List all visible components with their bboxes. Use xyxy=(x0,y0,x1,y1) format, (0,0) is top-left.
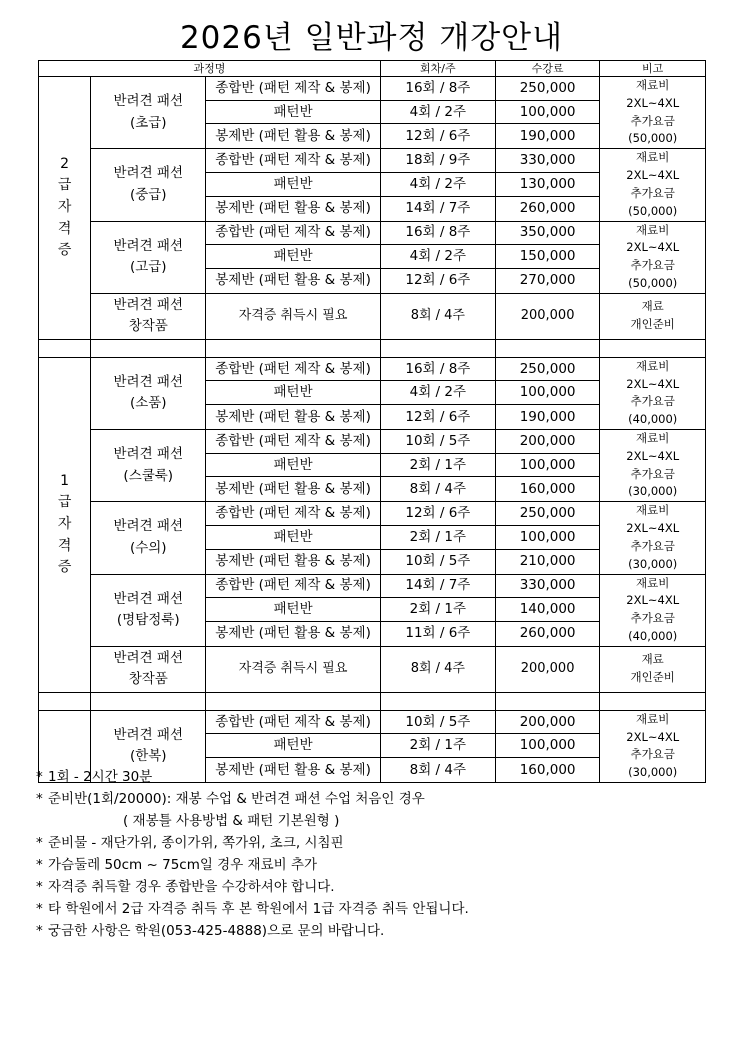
note-line xyxy=(36,920,716,942)
empty-cell xyxy=(380,339,495,357)
course-table-wrapper xyxy=(38,60,706,783)
group-name-cell xyxy=(91,574,206,646)
remark-cell xyxy=(600,646,706,692)
fee-cell: 130,000 xyxy=(495,172,600,196)
group-name-cell xyxy=(91,357,206,429)
note-line xyxy=(36,766,716,788)
table-row-cert xyxy=(39,293,706,339)
count-cell: 4회 / 2주 xyxy=(380,172,495,196)
remark-cell xyxy=(600,293,706,339)
group-name-cell xyxy=(91,502,206,574)
header-fee: 수강료 xyxy=(495,61,600,77)
count-cell: 11회 / 6주 xyxy=(380,621,495,646)
course-cell: 종합반 (패턴 제작 & 봉제) xyxy=(206,357,381,381)
fee-cell: 270,000 xyxy=(495,268,600,293)
group-name-line1: 반려견 패션 xyxy=(113,296,183,313)
course-cell: 종합반 (패턴 제작 & 봉제) xyxy=(206,502,381,526)
course-cell: 패턴반 xyxy=(206,172,381,196)
empty-cell xyxy=(206,339,381,357)
group-name-cell xyxy=(91,149,206,221)
text-line: 추가요금 xyxy=(630,394,675,409)
text-line: 재료비 xyxy=(636,150,670,165)
count-cell: 4회 / 2주 xyxy=(380,100,495,124)
count-cell: 8회 / 4주 xyxy=(380,293,495,339)
remark-cell xyxy=(600,149,706,221)
course-cell: 종합반 (패턴 제작 & 봉제) xyxy=(206,710,381,734)
text-line: 급 xyxy=(57,494,72,511)
fee-cell: 250,000 xyxy=(495,502,600,526)
bullet-icon: * xyxy=(36,901,43,917)
remark-cell xyxy=(600,357,706,429)
course-cell: 종합반 (패턴 제작 & 봉제) xyxy=(206,574,381,598)
fee-cell: 200,000 xyxy=(495,293,600,339)
note-text: 준비물 - 재단가위, 종이가위, 쪽가위, 초크, 시침핀 xyxy=(48,835,344,851)
notes-list xyxy=(36,766,716,942)
header-remark: 비고 xyxy=(600,61,706,77)
text-line: 재료 xyxy=(641,652,664,667)
group-name-cell xyxy=(91,221,206,293)
note-line xyxy=(36,876,716,898)
count-cell: 8회 / 4주 xyxy=(380,477,495,502)
text-line: 추가요금 xyxy=(630,466,675,481)
spacer-row xyxy=(39,339,706,357)
remark-cell xyxy=(600,502,706,574)
text-line: (30,000) xyxy=(628,765,678,780)
text-line: 재료비 xyxy=(636,358,670,373)
group-name-line2: (초급) xyxy=(129,114,167,131)
text-line: 2XL~4XL xyxy=(626,376,680,391)
fee-cell: 160,000 xyxy=(495,477,600,502)
level-cell xyxy=(39,357,91,692)
fee-cell: 330,000 xyxy=(495,574,600,598)
fee-cell: 100,000 xyxy=(495,734,600,758)
course-cell: 패턴반 xyxy=(206,525,381,549)
text-line: 추가요금 xyxy=(630,538,675,553)
table-row xyxy=(39,502,706,526)
group-name-line1: 반려견 패션 xyxy=(113,649,183,666)
fee-cell: 150,000 xyxy=(495,245,600,269)
course-cell: 봉제반 (패턴 활용 & 봉제) xyxy=(206,196,381,221)
group-name-line2: (한복) xyxy=(129,748,167,765)
remark-cell xyxy=(600,77,706,149)
header-course-name: 과정명 xyxy=(39,61,381,77)
group-name-line2: (스쿨룩) xyxy=(123,467,174,484)
course-cell: 종합반 (패턴 제작 & 봉제) xyxy=(206,221,381,245)
text-line: (40,000) xyxy=(628,412,678,427)
page-title: 2026년 일반과정 개강안내 xyxy=(179,20,564,56)
group-name-line2: (수의) xyxy=(129,539,167,556)
text-line: 재료 xyxy=(641,299,664,314)
text-line: 2XL~4XL xyxy=(626,168,680,183)
note-text: 타 학원에서 2급 자격증 취득 후 본 학원에서 1급 자격증 취득 안됩니다. xyxy=(48,901,469,917)
count-cell: 12회 / 6주 xyxy=(380,502,495,526)
bullet-icon: * xyxy=(36,923,43,939)
empty-cell xyxy=(39,339,91,357)
course-cell: 패턴반 xyxy=(206,734,381,758)
group-name-line2: 창작품 xyxy=(128,318,168,335)
count-cell: 8회 / 4주 xyxy=(380,646,495,692)
count-cell: 2회 / 1주 xyxy=(380,525,495,549)
level-cell xyxy=(39,77,91,340)
group-name-cell xyxy=(91,293,206,339)
group-name-line1: 반려견 패션 xyxy=(113,446,183,463)
empty-cell xyxy=(600,692,706,710)
note-line xyxy=(36,854,716,876)
note-text: 1회 - 2시간 30분 xyxy=(48,769,153,785)
count-cell: 14회 / 7주 xyxy=(380,574,495,598)
group-name-line2: (소품) xyxy=(129,395,167,412)
table-row xyxy=(39,357,706,381)
text-line: 자 xyxy=(57,199,72,216)
text-line: (30,000) xyxy=(628,484,678,499)
text-line: 격 xyxy=(57,220,72,237)
table-row xyxy=(39,710,706,734)
text-line: 격 xyxy=(57,537,72,554)
table-header-row xyxy=(39,61,706,77)
group-name-line2: 창작품 xyxy=(128,671,168,688)
course-cell: 종합반 (패턴 제작 & 봉제) xyxy=(206,149,381,173)
remark-cell xyxy=(600,430,706,502)
text-line: 자 xyxy=(57,515,72,532)
fee-cell: 330,000 xyxy=(495,149,600,173)
count-cell: 2회 / 1주 xyxy=(380,453,495,477)
empty-cell xyxy=(495,339,600,357)
note-text: ( 재봉틀 사용방법 & 패턴 기본원형 ) xyxy=(123,813,340,829)
text-line: 개인준비 xyxy=(630,317,675,332)
bullet-icon: * xyxy=(36,835,43,851)
course-cell: 봉제반 (패턴 활용 & 봉제) xyxy=(206,477,381,502)
empty-cell xyxy=(91,339,206,357)
course-cell: 종합반 (패턴 제작 & 봉제) xyxy=(206,430,381,454)
header-count-week: 회차/주 xyxy=(380,61,495,77)
course-cell: 봉제반 (패턴 활용 & 봉제) xyxy=(206,621,381,646)
count-cell: 2회 / 1주 xyxy=(380,598,495,622)
count-cell: 12회 / 6주 xyxy=(380,268,495,293)
fee-cell: 100,000 xyxy=(495,100,600,124)
group-name-line1: 반려견 패션 xyxy=(113,726,183,743)
note-line xyxy=(36,788,716,810)
fee-cell: 250,000 xyxy=(495,357,600,381)
text-line: 증 xyxy=(57,242,72,259)
group-name-line1: 반려견 패션 xyxy=(113,93,183,110)
count-cell: 4회 / 2주 xyxy=(380,381,495,405)
course-cell: 자격증 취득시 필요 xyxy=(206,293,381,339)
table-row xyxy=(39,221,706,245)
text-line: (40,000) xyxy=(628,628,678,643)
empty-cell xyxy=(495,692,600,710)
text-line: 재료비 xyxy=(636,78,670,92)
table-row xyxy=(39,77,706,101)
fee-cell: 190,000 xyxy=(495,405,600,430)
empty-cell xyxy=(39,692,91,710)
text-line: 재료비 xyxy=(636,503,670,518)
text-line: 증 xyxy=(57,559,72,576)
bullet-icon: * xyxy=(36,879,43,895)
fee-cell: 190,000 xyxy=(495,124,600,149)
course-cell: 종합반 (패턴 제작 & 봉제) xyxy=(206,77,381,101)
text-line: 추가요금 xyxy=(630,113,675,128)
text-line: (50,000) xyxy=(628,131,678,146)
bullet-icon: * xyxy=(36,791,43,807)
fee-cell: 100,000 xyxy=(495,453,600,477)
table-row xyxy=(39,574,706,598)
table-row-cert xyxy=(39,646,706,692)
count-cell: 10회 / 5주 xyxy=(380,710,495,734)
group-name-line1: 반려견 패션 xyxy=(113,165,183,182)
fee-cell: 200,000 xyxy=(495,430,600,454)
text-line: 2XL~4XL xyxy=(626,240,680,255)
empty-cell xyxy=(380,692,495,710)
bullet-icon: * xyxy=(36,769,43,785)
text-line: 추가요금 xyxy=(630,611,675,626)
count-cell: 10회 / 5주 xyxy=(380,549,495,574)
fee-cell: 210,000 xyxy=(495,549,600,574)
group-name-line1: 반려견 패션 xyxy=(113,373,183,390)
table-row xyxy=(39,430,706,454)
count-cell: 4회 / 2주 xyxy=(380,245,495,269)
course-table xyxy=(38,60,706,783)
remark-cell xyxy=(600,221,706,293)
note-text: 자격증 취득할 경우 종합반을 수강하셔야 합니다. xyxy=(48,879,335,895)
fee-cell: 260,000 xyxy=(495,196,600,221)
text-line: 추가요금 xyxy=(630,258,675,273)
fee-cell: 250,000 xyxy=(495,77,600,101)
text-line: 추가요금 xyxy=(630,747,675,762)
group-name-line2: (중급) xyxy=(129,186,167,203)
note-text: 궁금한 사항은 학원(053-425-4888)으로 문의 바랍니다. xyxy=(48,923,385,939)
count-cell: 16회 / 8주 xyxy=(380,357,495,381)
course-cell: 봉제반 (패턴 활용 & 봉제) xyxy=(206,758,381,783)
group-name-line1: 반려견 패션 xyxy=(113,518,183,535)
course-cell: 패턴반 xyxy=(206,598,381,622)
fee-cell: 200,000 xyxy=(495,710,600,734)
course-cell: 봉제반 (패턴 활용 & 봉제) xyxy=(206,124,381,149)
text-line: (50,000) xyxy=(628,275,678,290)
empty-cell xyxy=(91,692,206,710)
empty-cell xyxy=(206,692,381,710)
course-cell: 패턴반 xyxy=(206,381,381,405)
fee-cell: 350,000 xyxy=(495,221,600,245)
course-cell: 패턴반 xyxy=(206,100,381,124)
course-cell: 패턴반 xyxy=(206,453,381,477)
fee-cell: 100,000 xyxy=(495,525,600,549)
text-line: 재료비 xyxy=(636,711,670,726)
fee-cell: 100,000 xyxy=(495,381,600,405)
spacer-row xyxy=(39,692,706,710)
group-name-line1: 반려견 패션 xyxy=(113,237,183,254)
count-cell: 18회 / 9주 xyxy=(380,149,495,173)
remark-cell xyxy=(600,574,706,646)
text-line: 추가요금 xyxy=(630,185,675,200)
group-name-line2: (고급) xyxy=(129,259,167,276)
course-cell: 봉제반 (패턴 활용 & 봉제) xyxy=(206,549,381,574)
text-line: 재료비 xyxy=(636,222,670,237)
course-cell: 패턴반 xyxy=(206,245,381,269)
text-line: (30,000) xyxy=(628,556,678,571)
note-line xyxy=(36,832,716,854)
note-text: 가슴둘레 50cm ~ 75cm일 경우 재료비 추가 xyxy=(48,857,318,873)
count-cell: 2회 / 1주 xyxy=(380,734,495,758)
note-line xyxy=(36,898,716,920)
fee-cell: 200,000 xyxy=(495,646,600,692)
course-cell: 봉제반 (패턴 활용 & 봉제) xyxy=(206,405,381,430)
text-line: 2XL~4XL xyxy=(626,448,680,463)
group-name-line2: (명탐정룩) xyxy=(116,612,180,629)
count-cell: 14회 / 7주 xyxy=(380,196,495,221)
course-cell: 봉제반 (패턴 활용 & 봉제) xyxy=(206,268,381,293)
text-line: 개인준비 xyxy=(630,670,675,685)
text-line: 재료비 xyxy=(636,575,670,590)
note-line xyxy=(36,810,716,832)
text-line: 2 xyxy=(60,155,70,172)
fee-cell: 260,000 xyxy=(495,621,600,646)
count-cell: 16회 / 8주 xyxy=(380,77,495,101)
text-line: 2XL~4XL xyxy=(626,593,680,608)
fee-cell: 140,000 xyxy=(495,598,600,622)
fee-cell: 160,000 xyxy=(495,758,600,783)
text-line: 급 xyxy=(57,177,72,194)
course-cell: 자격증 취득시 필요 xyxy=(206,646,381,692)
text-line: 2XL~4XL xyxy=(626,729,680,744)
count-cell: 10회 / 5주 xyxy=(380,430,495,454)
text-line: 재료비 xyxy=(636,431,670,445)
group-name-line1: 반려견 패션 xyxy=(113,590,183,607)
text-line: 2XL~4XL xyxy=(626,521,680,536)
group-name-cell xyxy=(91,430,206,502)
bullet-icon: * xyxy=(36,857,43,873)
note-text: 준비반(1회/20000): 재봉 수업 & 반려견 패션 수업 처음인 경우 xyxy=(48,791,425,807)
count-cell: 16회 / 8주 xyxy=(380,221,495,245)
text-line: 2XL~4XL xyxy=(626,95,680,110)
count-cell: 12회 / 6주 xyxy=(380,124,495,149)
group-name-cell xyxy=(91,646,206,692)
count-cell: 8회 / 4주 xyxy=(380,758,495,783)
table-body xyxy=(39,77,706,783)
text-line: 1 xyxy=(60,472,70,489)
text-line: (50,000) xyxy=(628,203,678,218)
empty-cell xyxy=(600,339,706,357)
group-name-cell xyxy=(91,77,206,149)
table-row xyxy=(39,149,706,173)
count-cell: 12회 / 6주 xyxy=(380,405,495,430)
